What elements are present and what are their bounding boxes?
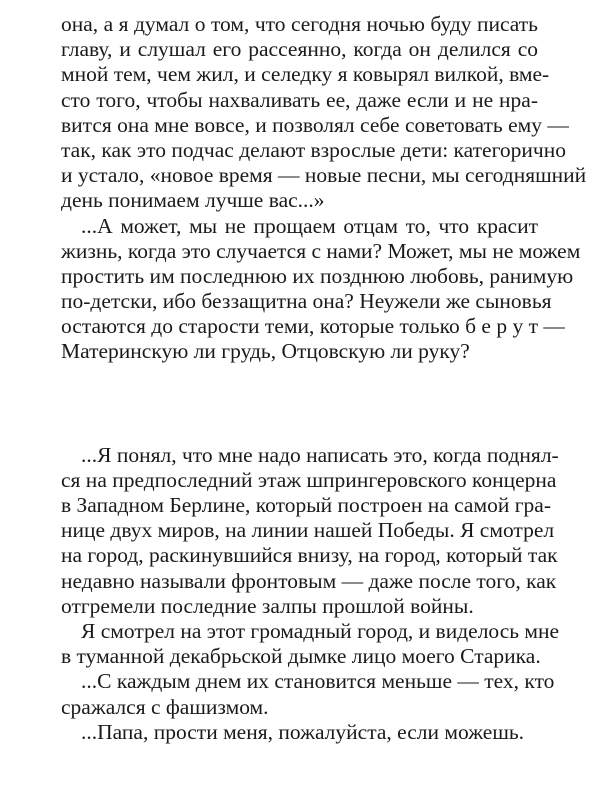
text-line: на город, раскинувшийся внизу, на город, который так <box>61 543 558 568</box>
text-line: Я смотрел на этот громадный город, и виделось мне <box>81 618 560 643</box>
text-line: простить им последнюю их позднюю любовь, ранимую <box>61 263 574 288</box>
text-line: в Западном Берлине, который построен на самой гра- <box>61 493 551 517</box>
text-line: Материнскую ли грудь, Отцовскую ли руку? <box>61 339 470 364</box>
text-line: день понимаем лучше вас...» <box>61 188 325 213</box>
paragraph-2 <box>61 213 581 365</box>
text-line: ...А может, мы не прощаем отцам то, что красит <box>81 213 538 238</box>
paragraph-5 <box>61 669 555 719</box>
text-line: так, как это подчас делают взрослые дети: категорично <box>61 137 566 162</box>
text-line: в туманной декабрьской дымке лицо моего Старика. <box>61 644 541 669</box>
text-line: сто того, чтобы нахваливать ее, даже если и не нра- <box>61 87 538 112</box>
text-line: ...Я понял, что мне надо написать это, когда поднял- <box>81 442 559 467</box>
paragraph-4 <box>61 618 560 669</box>
text-line: сражался с фашизмом. <box>61 694 269 719</box>
paragraph-1 <box>61 12 587 214</box>
text-line: главу, и слушал его рассеянно, когда он делился со <box>61 37 538 62</box>
text-line: по-детски, ибо беззащитна она? Неужели же сыновья <box>61 289 552 314</box>
text-line: отгремели последние залпы прошлой войны. <box>61 593 474 618</box>
paragraph-6 <box>61 720 538 745</box>
paragraph-3 <box>61 442 559 619</box>
book-page <box>61 12 587 745</box>
text-line: недавно называли фронтовым — даже после того, как <box>61 568 557 593</box>
text-line: мной тем, чем жил, и селедку я ковырял вилкой, вме- <box>61 62 550 87</box>
text-line: нице двух миров, на линии нашей Победы. Я смотрел <box>61 518 555 543</box>
text-line: жизнь, когда это случается с нами? Может, мы не можем <box>61 238 581 263</box>
text-line: ...С каждым днем их становится меньше — тех, кто <box>81 669 555 694</box>
text-line: и устало, «новое время — новые песни, мы сегодняшний <box>61 163 587 188</box>
section-gap <box>61 365 538 443</box>
text-line: ...Папа, прости меня, пожалуйста, если можешь. <box>81 719 525 744</box>
text-line: вится она мне вовсе, и позволял себе советовать ему — <box>61 112 569 137</box>
text-line: ся на предпоследний этаж шпрингеровского концерна <box>61 467 557 492</box>
text-line: она, а я думал о том, что сегодня ночью буду писать <box>61 12 538 36</box>
text-line: остаются до старости теми, которые только б е р у т — <box>61 314 565 339</box>
